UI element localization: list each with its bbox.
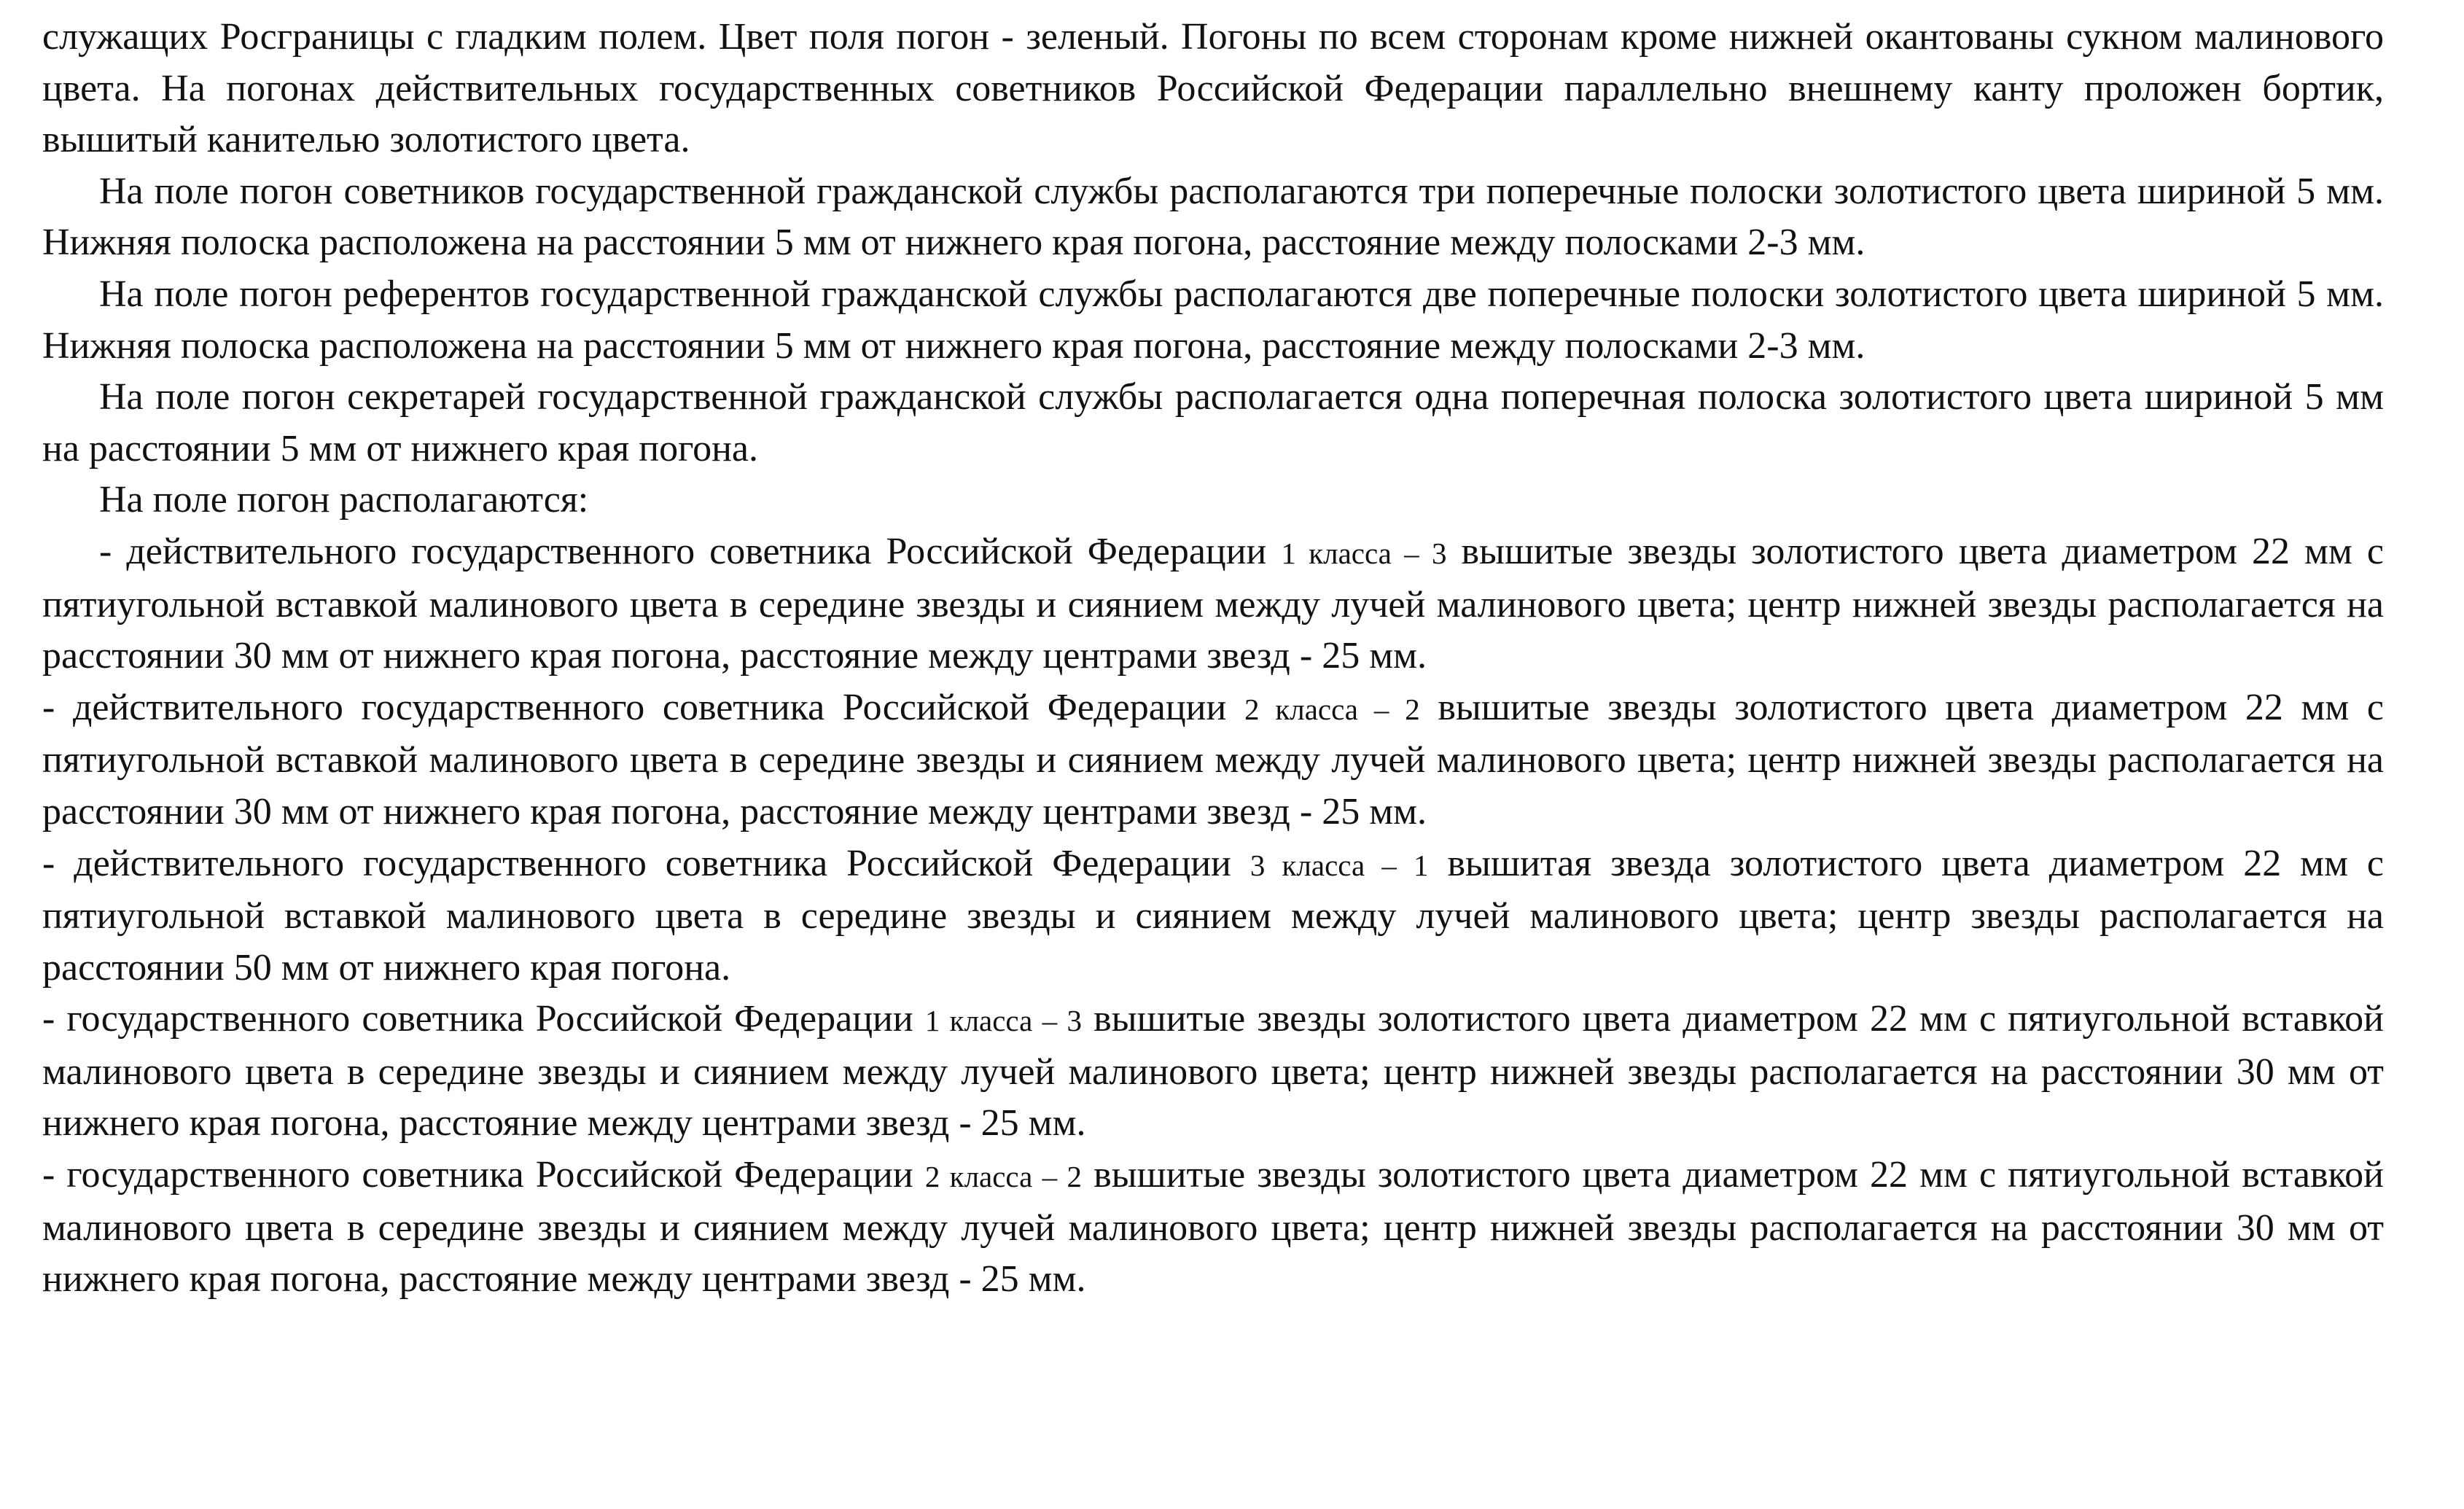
paragraph-text: вышитые звезды золотистого цвета диаметром 22 мм с пятиугольной вставкой малинового цвета в середине звезды и сиянием между лучей малинового цвета; центр нижней звезды располагается на расстоянии 30 мм от нижнего края погона, расстояние между центрами звезд - 25 мм. (42, 998, 2384, 1145)
class-designation: 2 класса – 2 (1244, 692, 1420, 726)
paragraph-text: вышитая звезда золотистого цвета диаметром 22 мм с пятиугольной вставкой малинового цвета в середине звезды и сиянием между лучей малинового цвета; центр звезды располагается на расстоянии 50 мм от нижнего края погона. (42, 842, 2385, 989)
paragraph-text: служащих Росграницы с гладким полем. Цвет поля погон - зеленый. Погоны по всем сторонам кроме нижней окантованы сукном малинового цвета. На погонах действительных государственных советников Российской Федерации параллельно внешнему канту проложен бортик, вышитый канителью золотистого цвета. (42, 16, 2384, 161)
paragraph (42, 372, 2384, 475)
paragraph-text: - действительного государственного советника Российской Федерации (42, 686, 1244, 728)
paragraph (42, 1150, 2384, 1306)
class-designation: 3 класса – 1 (1249, 848, 1429, 882)
paragraph (42, 994, 2384, 1150)
paragraph-text: На поле погон советников государственной гражданской службы располагаются три поперечные полоски золотистого цвета шириной 5 мм. Нижняя полоска расположена на расстоянии 5 мм от нижнего края погона, расстояние между полосками 2-3 мм. (42, 170, 2384, 264)
paragraph-text: На поле погон располагаются: (99, 479, 589, 521)
paragraph-text: вышитые звезды золотистого цвета диаметром 22 мм с пятиугольной вставкой малинового цвета в середине звезды и сиянием между лучей малинового цвета; центр нижней звезды располагается на расстоянии 30 мм от нижнего края погона, расстояние между центрами звезд - 25 мм. (42, 686, 2384, 833)
paragraph-text: - действительного государственного советника Российской Федерации (42, 842, 1250, 884)
paragraph (42, 682, 2384, 838)
document-body (42, 12, 2384, 1306)
paragraph (42, 166, 2384, 269)
paragraph-text: - действительного государственного советника Российской Федерации (99, 530, 1282, 572)
class-designation: 1 класса – 3 (924, 1004, 1083, 1038)
paragraph (42, 475, 2384, 526)
paragraph (42, 12, 2384, 166)
class-designation: 2 класса – 2 (924, 1160, 1083, 1194)
paragraph-text: На поле погон референтов государственной гражданской службы располагаются две поперечные полоски золотистого цвета шириной 5 мм. Нижняя полоска расположена на расстоянии 5 мм от нижнего края погона, расстояние между полосками 2-3 мм. (42, 273, 2384, 367)
paragraph-text: вышитые звезды золотистого цвета диаметром 22 мм с пятиугольной вставкой малинового цвета в середине звезды и сиянием между лучей малинового цвета; центр нижней звезды располагается на расстоянии 30 мм от нижнего края погона, расстояние между центрами звезд - 25 мм. (42, 1154, 2384, 1301)
paragraph-text: - государственного советника Российской Федерации (42, 998, 925, 1040)
paragraph-text: вышитые звезды золотистого цвета диаметром 22 мм с пятиугольной вставкой малинового цвета в середине звезды и сиянием между лучей малинового цвета; центр нижней звезды располагается на расстоянии 30 мм от нижнего края погона, расстояние между центрами звезд - 25 мм. (42, 530, 2384, 677)
paragraph-text: На поле погон секретарей государственной гражданской службы располагается одна поперечная полоска золотистого цвета шириной 5 мм на расстоянии 5 мм от нижнего края погона. (42, 376, 2384, 469)
class-designation: 1 класса – 3 (1281, 536, 1447, 570)
paragraph (42, 269, 2384, 372)
paragraph-text: - государственного советника Российской Федерации (42, 1154, 925, 1196)
paragraph (42, 526, 2384, 682)
paragraph (42, 838, 2384, 994)
